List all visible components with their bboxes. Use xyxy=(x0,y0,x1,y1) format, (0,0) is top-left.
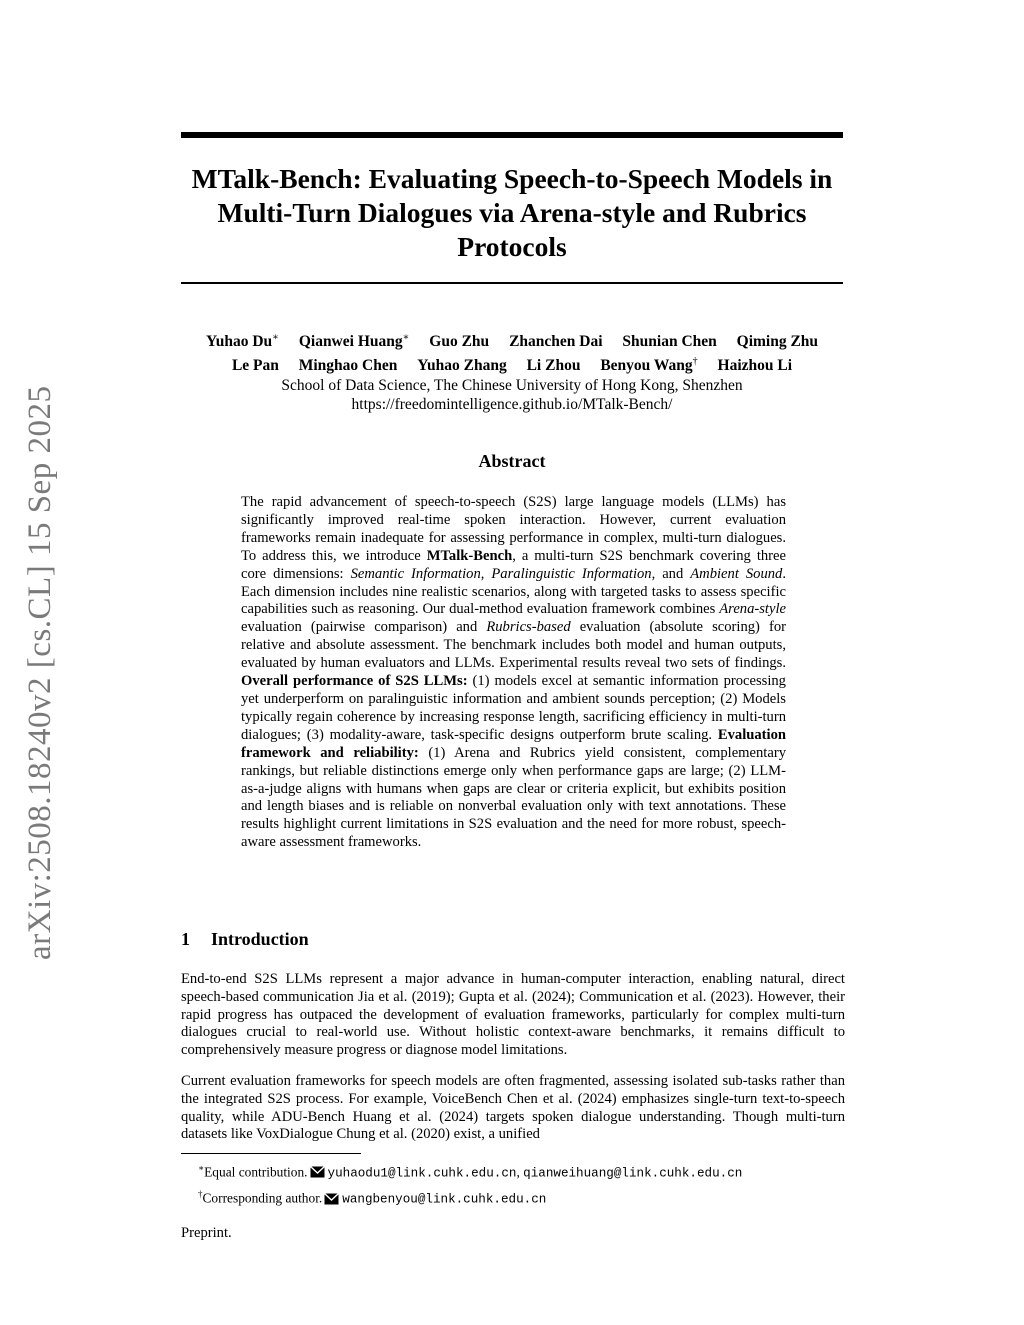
paper-title: MTalk-Bench: Evaluating Speech-to-Speech Models in Multi-Turn Dialogues via Arena-style and Rubrics Protocols xyxy=(191,163,833,262)
preprint-label: Preprint. xyxy=(181,1225,232,1241)
footnote-rule xyxy=(181,1153,361,1154)
author: Qiming Zhu xyxy=(736,333,819,351)
author: Shunian Chen xyxy=(622,333,717,351)
footnotes xyxy=(198,1158,742,1211)
intro-paragraph-1: End-to-end S2S LLMs represent a major advance in human-computer interaction, enabling natural, direct speech-based communication Jia et al. (2019); Gupta et al. (2024); Communication et al. (2023). However, their rapid progress has outpaced the development of evaluation frameworks, particularly for complex multi-turn dialogues crucial to real-world use. Without holistic context-aware benchmarks, it remains difficult to comprehensively measure progress or diagnose model limitations. xyxy=(181,971,845,1059)
title-top-rule xyxy=(181,132,843,138)
section-heading-introduction: 1 Introduction xyxy=(181,929,309,949)
affiliation: School of Data Science, The Chinese University of Hong Kong, Shenzhen xyxy=(281,377,743,395)
author: Benyou Wang† xyxy=(600,356,698,375)
email-link[interactable]: qianweihuang@link.cuhk.edu.cn xyxy=(523,1166,743,1181)
arxiv-side-stamp: arXiv:2508.18240v2 [cs.CL] 15 Sep 2025 xyxy=(22,385,58,960)
email-link[interactable]: yuhaodu1@link.cuhk.edu.cn xyxy=(327,1166,517,1181)
author: Minghao Chen xyxy=(298,357,398,375)
envelope-icon xyxy=(310,1164,325,1184)
intro-paragraph-2: Current evaluation frameworks for speech models are often fragmented, assessing isolated sub-tasks rather than the integrated S2S process. For example, VoiceBench Chen et al. (2024) emphasizes single-turn text-to-speech quality, while ADU-Bench Huang et al. (2024) targets spoken dialogue understanding. Though multi-turn datasets like VoxDialogue Chung et al. (2020) exist, a unified xyxy=(181,1073,845,1143)
envelope-icon xyxy=(324,1191,339,1211)
author-row-2 xyxy=(160,352,864,376)
author: Zhanchen Dai xyxy=(509,333,603,351)
author: Qianwei Huang∗ xyxy=(298,332,410,351)
author-row-1 xyxy=(160,328,864,352)
author: Yuhao Zhang xyxy=(417,357,507,375)
abstract-text: The rapid advancement of speech-to-speech (S2S) large language models (LLMs) has significantly improved real-time spoken interaction. However, current evaluation frameworks remain inadequate for assessing performance in complex, multi-turn dialogues. To address this, we introduce MTalk-Bench, a multi-turn S2S benchmark covering three core dimensions: Semantic Information, Paralinguistic Information, and Ambient Sound. Each dimension includes nine realistic scenarios, along with targeted tasks to assess specific capabilities such as reasoning. Our dual-method evaluation framework combines Arena-style evaluation (pairwise comparison) and Rubrics-based evaluation (absolute scoring) for relative and absolute assessment. The benchmark includes both model and human outputs, evaluated by human evaluators and LLMs. Experimental results reveal two sets of findings. Overall performance of S2S LLMs: (1) models excel at semantic information processing yet underperform on paralinguistic information and ambient sounds perception; (2) Models typically regain coherence by increasing response length, sacrificing efficiency in multi-turn dialogues; (3) modality-aware, task-specific designs outperform brute scaling. Evaluation framework and reliability: (1) Arena and Rubrics yield consistent, complementary rankings, but reliable distinctions emerge only when performance gaps are large; (2) LLM-as-a-judge aligns with humans when gaps are clear or criteria explicit, but exhibits position and length biases and is reliable on nonverbal evaluation only with text annotations. These results highlight current limitations in S2S evaluation and the need for more robust, speech-aware assessment frameworks. xyxy=(241,494,786,851)
author: Haizhou Li xyxy=(717,357,793,375)
project-url[interactable]: https://freedomintelligence.github.io/MTalk-Bench/ xyxy=(351,396,673,414)
title-bottom-rule xyxy=(181,282,843,284)
author: Li Zhou xyxy=(526,357,581,375)
abstract-heading: Abstract xyxy=(478,451,546,471)
author: Le Pan xyxy=(231,357,279,375)
footnote-corresponding-author: †Corresponding author. wangbenyou@link.cuhk.edu.cn xyxy=(198,1184,742,1210)
footnote-equal-contribution: ∗Equal contribution. yuhaodu1@link.cuhk.edu.cn, qianweihuang@link.cuhk.edu.cn xyxy=(198,1158,742,1184)
author: Yuhao Du∗ xyxy=(205,332,279,351)
author: Guo Zhu xyxy=(429,333,490,351)
author-block xyxy=(160,328,864,414)
email-link[interactable]: wangbenyou@link.cuhk.edu.cn xyxy=(342,1192,547,1207)
